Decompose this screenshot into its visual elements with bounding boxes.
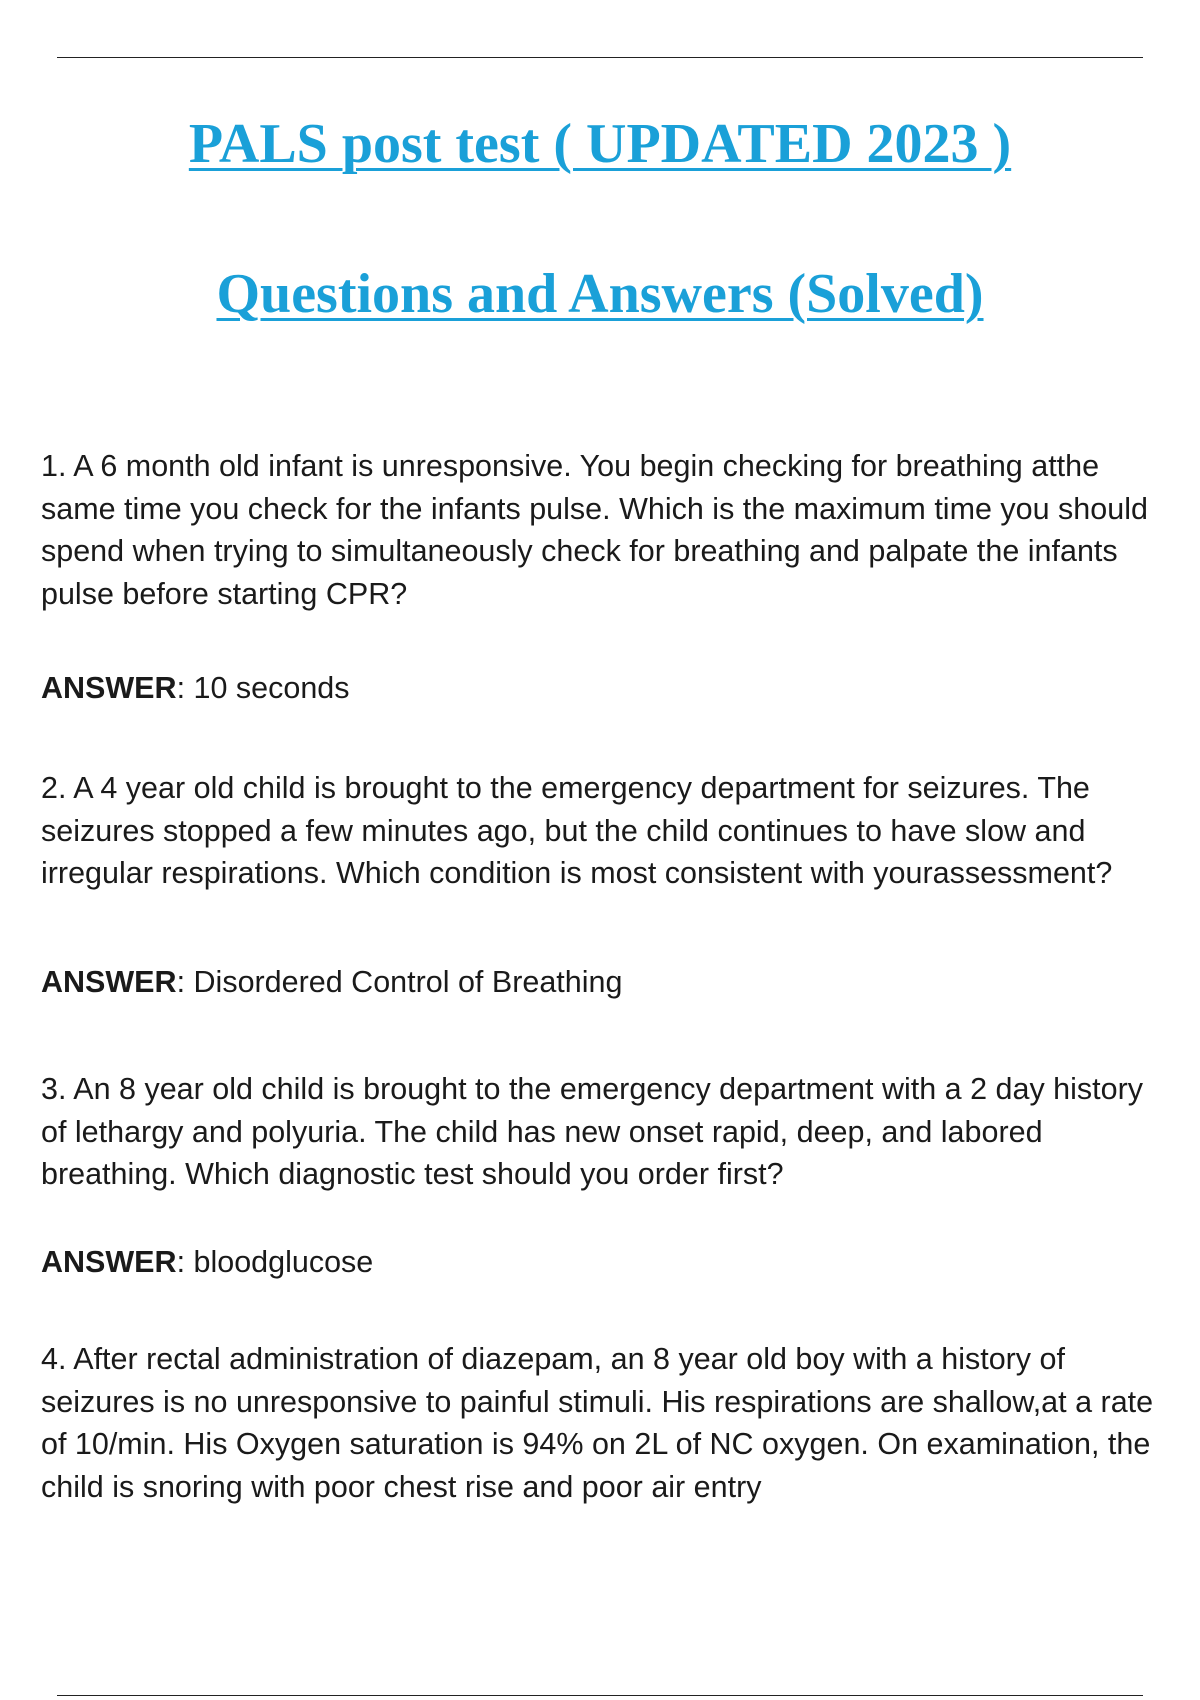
- question-3: 3. An 8 year old child is brought to the emergency department with a 2 day history of lethargy and polyuria. The child has new onset rapid, deep, and labored breathing. Which diagnostic test should you order first?: [41, 1072, 1144, 1191]
- answer-2-text: : Disordered Control of Breathing: [176, 965, 623, 999]
- top-rule: [57, 57, 1143, 58]
- page-subtitle: [0, 262, 1200, 326]
- title-line-2: Questions and Answers (Solved): [216, 263, 984, 325]
- bottom-rule: [57, 1695, 1143, 1696]
- answer-label: ANSWER: [41, 671, 177, 705]
- page-title: [0, 112, 1200, 176]
- title-line-1: PALS post test ( UPDATED 2023 ): [188, 113, 1012, 175]
- answer-label: ANSWER: [41, 1245, 177, 1279]
- answer-1: [41, 667, 1171, 710]
- answer-3-text: : bloodglucose: [176, 1245, 374, 1279]
- question-4: 4. After rectal administration of diazepam, an 8 year old boy with a history of seizures is no unresponsive to painful stimuli. His respirations are shallow,at a rate of 10/min. His Oxygen saturation is 94% on 2L of NC oxygen. On examination, the child is snoring with poor chest rise and poor air entry: [41, 1342, 1154, 1504]
- answer-1-text: : 10 seconds: [176, 671, 350, 705]
- question-2: 2. A 4 year old child is brought to the emergency department for seizures. The seizures stopped a few minutes ago, but the child continues to have slow and irregular respirations. Which condition is most consistent with yourassessment?: [41, 771, 1113, 890]
- answer-label: ANSWER: [41, 965, 177, 999]
- answer-3: [41, 1241, 1171, 1284]
- question-1: 1. A 6 month old infant is unresponsive. You begin checking for breathing atthe same time you check for the infants pulse. Which is the maximum time you should spend when trying to simultaneously check for breathing and palpate the infants pulse before starting CPR?: [41, 449, 1148, 611]
- answer-2: [41, 961, 1171, 1004]
